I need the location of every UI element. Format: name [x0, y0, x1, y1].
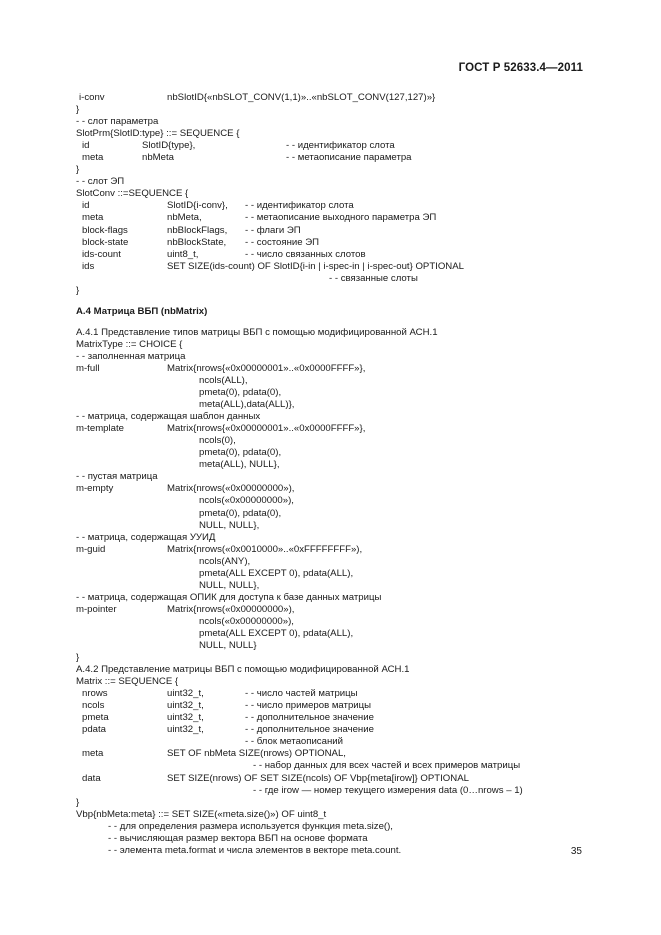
- text-line: [76, 652, 596, 664]
- text-segment: nbBlockState,: [167, 236, 227, 248]
- text-segment: uint8_t,: [167, 248, 199, 260]
- text-line: [76, 483, 596, 495]
- text-segment: m-guid: [76, 543, 106, 555]
- text-segment: ncols(ANY),: [199, 555, 251, 567]
- text-segment: Matrix{nrows(«0x00000000»),: [167, 483, 295, 495]
- text-line: [76, 556, 596, 568]
- text-segment: - - элемента meta.format и числа элементов в векторе meta.count.: [108, 844, 402, 856]
- text-line: [76, 773, 596, 785]
- text-line: [76, 544, 596, 556]
- text-line: [76, 845, 596, 857]
- text-segment: ncols: [82, 700, 105, 712]
- text-segment: meta: [82, 748, 104, 760]
- text-segment: SET SIZE(ids-count) OF SlotID{i-in | i-spec-in | i-spec-out} OPTIONAL: [167, 260, 464, 272]
- document-body: [76, 92, 596, 857]
- text-segment: nrows: [82, 688, 108, 700]
- text-segment: Matrix{nrows(«0x0010000»..«0xFFFFFFFF»),: [167, 543, 363, 555]
- text-segment: - - вычисляющая размер вектора ВБП на основе формата: [108, 832, 368, 844]
- text-line: [76, 833, 596, 845]
- text-segment: i-conv: [79, 92, 105, 103]
- text-segment: А.4.2 Представление матрицы ВБП с помощью модифицированной АСН.1: [76, 664, 410, 676]
- text-line: [76, 712, 596, 724]
- text-segment: m-full: [76, 362, 100, 374]
- text-segment: m-template: [76, 423, 124, 435]
- text-segment: meta(ALL), NULL},: [199, 459, 280, 471]
- text-segment: nbSlotID{«nbSLOT_CONV(1,1)»..«nbSLOT_CONV(127,127)»}: [167, 92, 436, 103]
- text-segment: - - число примеров матрицы: [245, 700, 372, 712]
- text-segment: block-flags: [82, 224, 128, 236]
- text-segment: }: [76, 164, 80, 176]
- text-line: [76, 363, 596, 375]
- text-segment: uint32_t,: [167, 688, 204, 700]
- text-segment: - - заполненная матрица: [76, 350, 186, 362]
- text-line: [76, 164, 596, 176]
- text-segment: - - флаги ЭП: [245, 224, 301, 236]
- text-line: [76, 435, 596, 447]
- text-segment: id: [82, 200, 90, 212]
- text-segment: }: [76, 652, 80, 664]
- text-segment: pmeta(0), pdata(0),: [199, 447, 282, 459]
- text-segment: m-pointer: [76, 603, 117, 615]
- text-line: [76, 688, 596, 700]
- text-line: [76, 664, 596, 676]
- text-segment: }: [76, 284, 80, 296]
- text-segment: - - матрица, содержащая УУИД: [76, 531, 216, 543]
- text-segment: uint32_t,: [167, 724, 204, 736]
- text-segment: - - идентификатор слота: [245, 200, 354, 212]
- text-segment: block-state: [82, 236, 129, 248]
- text-segment: MatrixType ::= CHOICE {: [76, 338, 183, 350]
- text-line: [76, 375, 596, 387]
- text-segment: SlotConv ::=SEQUENCE {: [76, 188, 189, 200]
- text-line: [76, 285, 596, 297]
- text-line: [76, 387, 596, 399]
- text-segment: SlotPrm{SlotID:type} ::= SEQUENCE {: [76, 128, 240, 140]
- text-segment: ids-count: [82, 248, 121, 260]
- text-segment: pmeta(0), pdata(0),: [199, 507, 282, 519]
- text-line: [76, 616, 596, 628]
- text-line: [76, 176, 596, 188]
- text-segment: NULL, NULL},: [199, 579, 260, 591]
- text-line: [76, 152, 596, 164]
- text-segment: - - метаописание параметра: [286, 152, 412, 164]
- text-line: [76, 225, 596, 237]
- text-segment: Matrix{nrows{«0x00000001»..«0x0000FFFF»},: [167, 362, 366, 374]
- text-line: [76, 592, 596, 604]
- text-line: [76, 760, 596, 772]
- text-line: [76, 339, 596, 351]
- text-line: [76, 188, 596, 200]
- text-line: [76, 261, 596, 273]
- text-segment: Matrix{nrows(«0x00000000»),: [167, 603, 295, 615]
- text-segment: pmeta(ALL EXCEPT 0), pdata(ALL),: [199, 567, 354, 579]
- text-line: [76, 140, 596, 152]
- text-line: [76, 471, 596, 483]
- text-line: [76, 604, 596, 616]
- text-line: [76, 508, 596, 520]
- section-heading-text: А.4 Матрица ВБП (nbMatrix): [76, 305, 208, 317]
- text-segment: uint32_t,: [167, 712, 204, 724]
- text-line: [76, 821, 596, 833]
- text-line: [76, 423, 596, 435]
- text-line: [76, 447, 596, 459]
- text-line: [76, 200, 596, 212]
- text-segment: - - состояние ЭП: [245, 236, 320, 248]
- text-segment: - - где irow — номер текущего измерения data (0…nrows – 1): [253, 784, 523, 796]
- text-line: [76, 249, 596, 261]
- text-segment: }: [76, 796, 80, 808]
- text-segment: - - число частей матрицы: [245, 688, 358, 700]
- text-segment: ncols(«0x00000000»),: [199, 495, 294, 507]
- text-segment: data: [82, 772, 101, 784]
- text-line: [76, 700, 596, 712]
- text-line: [76, 459, 596, 471]
- text-segment: - - слот ЭП: [76, 176, 125, 188]
- text-segment: SET SIZE(nrows) OF SET SIZE(ncols) OF Vbp{meta[irow]} OPTIONAL: [167, 772, 469, 784]
- text-line: [76, 212, 596, 224]
- text-line: [76, 809, 596, 821]
- text-line: [76, 628, 596, 640]
- text-segment: pmeta(ALL EXCEPT 0), pdata(ALL),: [199, 627, 354, 639]
- text-segment: m-empty: [76, 483, 114, 495]
- text-segment: meta(ALL),data(ALL)},: [199, 399, 295, 411]
- spacer: [76, 297, 596, 304]
- text-line: [76, 273, 596, 285]
- text-line: [76, 676, 596, 688]
- text-segment: meta: [82, 152, 104, 164]
- page-number: 35: [570, 846, 582, 857]
- section-heading: [76, 304, 596, 320]
- text-segment: - - дополнительное значение: [245, 724, 374, 736]
- text-segment: nbMeta,: [167, 212, 202, 224]
- text-segment: pmeta: [82, 712, 109, 724]
- text-segment: nbMeta: [142, 152, 174, 164]
- text-line: [76, 568, 596, 580]
- text-line: [76, 785, 596, 797]
- text-segment: SlotID{i-conv},: [167, 200, 228, 212]
- text-line: [76, 128, 596, 140]
- text-line: [76, 237, 596, 249]
- text-segment: Matrix ::= SEQUENCE {: [76, 676, 179, 688]
- text-segment: Matrix{nrows{«0x00000001»..«0x0000FFFF»},: [167, 423, 366, 435]
- text-segment: nbBlockFlags,: [167, 224, 228, 236]
- text-segment: }: [76, 104, 80, 116]
- text-line: [76, 724, 596, 736]
- text-line: [76, 736, 596, 748]
- text-segment: - - набор данных для всех частей и всех примеров матрицы: [253, 760, 521, 772]
- text-segment: SET OF nbMeta SIZE(nrows) OPTIONAL,: [167, 748, 346, 760]
- text-line: [76, 748, 596, 760]
- text-segment: - - матрица, содержащая ОПИК для доступа к базе данных матрицы: [76, 591, 382, 603]
- text-segment: id: [82, 140, 90, 152]
- text-segment: - - для определения размера используется функция meta.size(),: [108, 820, 393, 832]
- spacer: [76, 320, 596, 327]
- text-segment: ids: [82, 260, 95, 272]
- text-segment: - - метаописание выходного параметра ЭП: [245, 212, 437, 224]
- text-segment: NULL, NULL},: [199, 519, 260, 531]
- text-segment: uint32_t,: [167, 700, 204, 712]
- text-segment: pdata: [82, 724, 107, 736]
- text-line: [76, 640, 596, 652]
- text-line: [76, 104, 596, 116]
- text-line: [76, 495, 596, 507]
- text-line: [76, 797, 596, 809]
- text-segment: - - матрица, содержащая шаблон данных: [76, 411, 261, 423]
- text-segment: - - дополнительное значение: [245, 712, 374, 724]
- text-line: [76, 532, 596, 544]
- text-segment: - - слот параметра: [76, 116, 159, 128]
- text-line: [76, 399, 596, 411]
- text-segment: ncols(«0x00000000»),: [199, 615, 294, 627]
- text-line: [76, 411, 596, 423]
- text-line: [76, 580, 596, 592]
- text-segment: А.4.1 Представление типов матрицы ВБП с помощью модифицированной АСН.1: [76, 326, 438, 338]
- text-line: [76, 116, 596, 128]
- text-segment: SlotID{type},: [142, 140, 196, 152]
- text-segment: pmeta(0), pdata(0),: [199, 387, 282, 399]
- text-line: [76, 92, 596, 104]
- text-line: [76, 351, 596, 363]
- text-segment: - - пустая матрица: [76, 471, 158, 483]
- text-segment: meta: [82, 212, 104, 224]
- text-segment: ncols(ALL),: [199, 374, 248, 386]
- text-line: [76, 520, 596, 532]
- text-segment: NULL, NULL}: [199, 640, 257, 652]
- text-segment: - - идентификатор слота: [286, 140, 395, 152]
- text-segment: - - число связанных слотов: [245, 248, 366, 260]
- text-segment: - - блок метаописаний: [245, 736, 343, 748]
- document-header: ГОСТ Р 52633.4—2011: [458, 62, 583, 74]
- text-line: [76, 327, 596, 339]
- text-segment: ncols(0),: [199, 435, 236, 447]
- text-segment: - - связанные слоты: [329, 272, 418, 284]
- text-segment: Vbp{nbMeta:meta} ::= SET SIZE(«meta.size()») OF uint8_t: [76, 808, 327, 820]
